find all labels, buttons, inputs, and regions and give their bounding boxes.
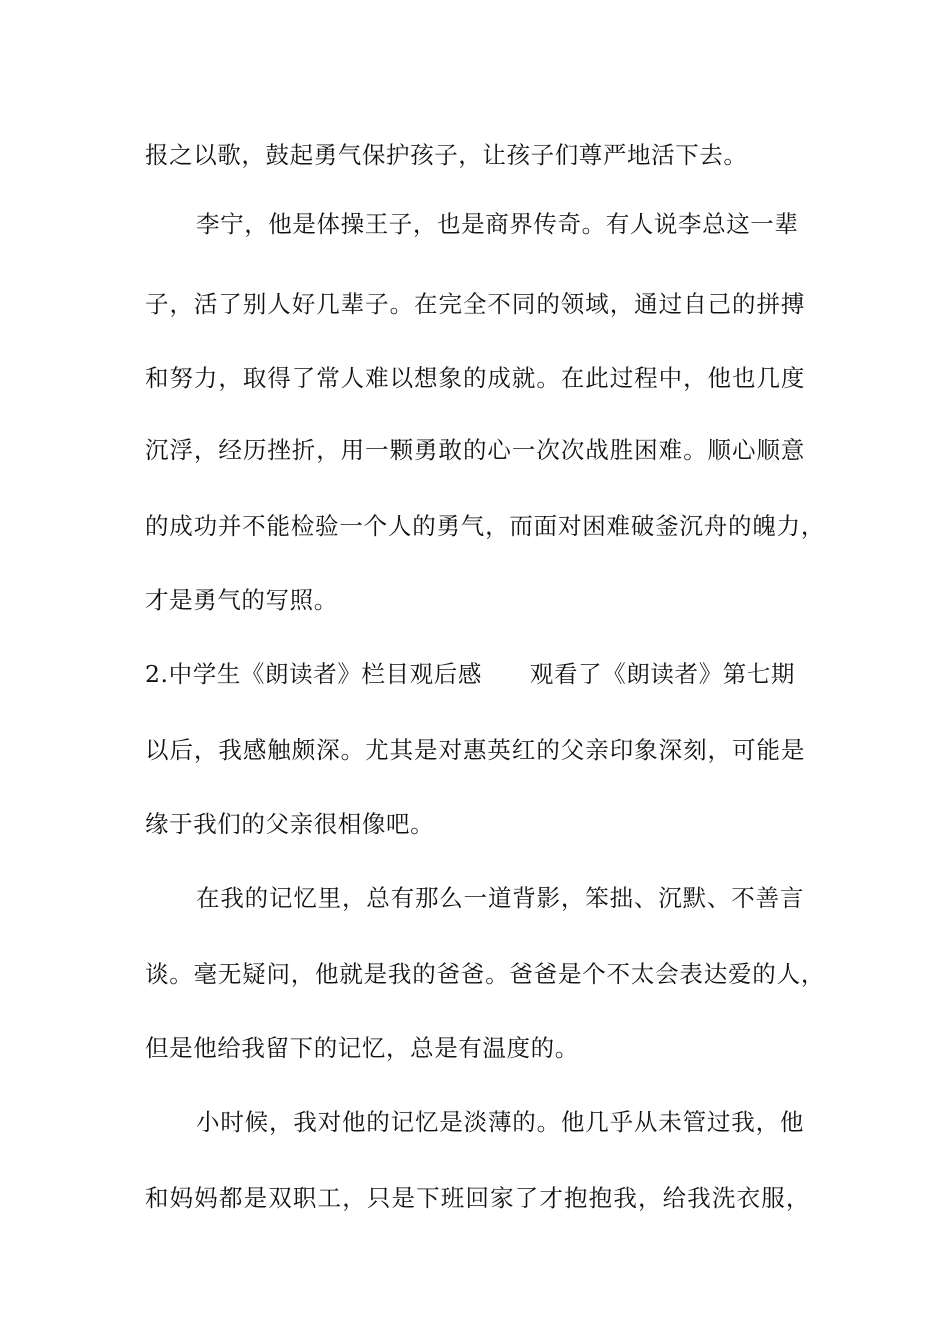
text-line: 在我的记忆里，总有那么一道背影，笨拙、沉默、不善言 (196, 884, 804, 912)
section-heading: 2.中学生《朗读者》栏目观后感 (145, 660, 482, 688)
text-line: 和妈妈都是双职工，只是下班回家了才抱抱我，给我洗衣服， (145, 1184, 810, 1212)
text-line: 沉浮，经历挫折，用一颗勇敢的心一次次战胜困难。顺心顺意 (145, 436, 805, 464)
text-line: 以后，我感触颇深。尤其是对惠英红的父亲印象深刻，可能是 (145, 736, 805, 764)
text-line: 和努力，取得了常人难以想象的成就。在此过程中，他也几度 (145, 364, 805, 392)
text-line: 子，活了别人好几辈子。在完全不同的领域，通过自己的拼搏 (145, 290, 805, 318)
section-heading-line (145, 659, 825, 689)
text-line: 才是勇气的写照。 (145, 586, 338, 614)
text-line: 李宁，他是体操王子，也是商界传奇。有人说李总这一辈 (196, 210, 799, 238)
text-line: 小时候，我对他的记忆是淡薄的。他几乎从未管过我，他 (196, 1108, 804, 1136)
section-heading-rest: 观看了《朗读者》第七期 (529, 660, 796, 688)
text-line: 但是他给我留下的记忆，总是有温度的。 (145, 1034, 579, 1062)
text-line: 的成功并不能检验一个人的勇气，而面对困难破釜沉舟的魄力， (145, 512, 825, 540)
text-line: 谈。毫无疑问，他就是我的爸爸。爸爸是个不太会表达爱的人， (145, 960, 825, 988)
text-line: 缘于我们的父亲很相像吧。 (145, 810, 435, 838)
text-line: 报之以歌，鼓起勇气保护孩子，让孩子们尊严地活下去。 (145, 141, 748, 169)
